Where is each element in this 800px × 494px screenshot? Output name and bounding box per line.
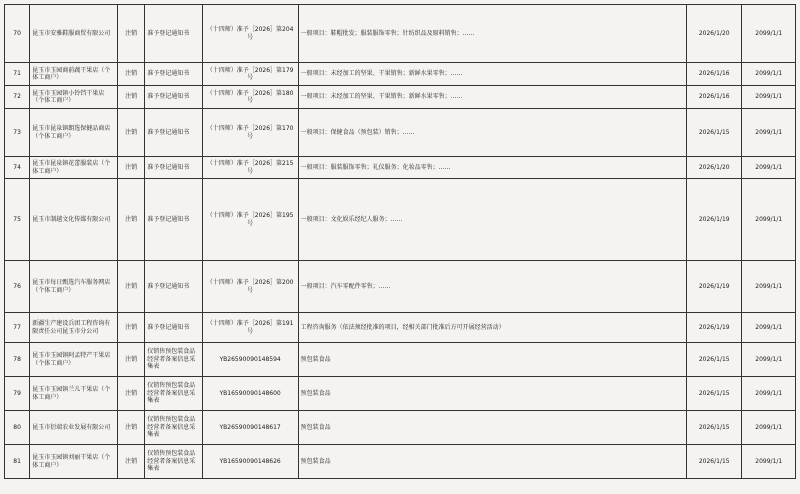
action-type: 注销 bbox=[117, 445, 144, 479]
business-scope: 一般项目：服装服饰零售；礼仪服务；化妆品零售；…… bbox=[298, 157, 686, 179]
record-table bbox=[4, 4, 796, 479]
action-date: 2026/1/20 bbox=[687, 5, 742, 63]
document-type: 仅销售预包装食品经营者备案信息采集表 bbox=[145, 343, 203, 377]
action-date: 2026/1/15 bbox=[687, 109, 742, 157]
entity-name: 昆玉市昆泉镇朗选保健品商店（个体工商户） bbox=[30, 109, 118, 157]
document-type: 仅销售预包装食品经营者备案信息采集表 bbox=[145, 445, 203, 479]
row-number: 73 bbox=[5, 109, 30, 157]
document-type: 准予登记通知书 bbox=[145, 86, 203, 109]
action-date: 2026/1/15 bbox=[687, 411, 742, 445]
row-number: 70 bbox=[5, 5, 30, 63]
valid-until: 2099/1/1 bbox=[742, 261, 796, 313]
action-type: 注销 bbox=[117, 109, 144, 157]
action-type: 注销 bbox=[117, 157, 144, 179]
document-type: 准予登记通知书 bbox=[145, 5, 203, 63]
business-scope: 预包装食品 bbox=[298, 377, 686, 411]
document-type: 准予登记通知书 bbox=[145, 179, 203, 261]
entity-name: 昆玉市衍端农业发展有限公司 bbox=[30, 411, 118, 445]
business-scope: 预包装食品 bbox=[298, 343, 686, 377]
document-type: 准予登记通知书 bbox=[145, 157, 203, 179]
table-row bbox=[5, 445, 796, 479]
valid-until: 2099/1/1 bbox=[742, 5, 796, 63]
document-number: （十四师）准予［2026］第191号 bbox=[202, 313, 298, 343]
business-scope: 预包装食品 bbox=[298, 445, 686, 479]
row-number: 75 bbox=[5, 179, 30, 261]
document-number: （十四师）准予［2026］第215号 bbox=[202, 157, 298, 179]
action-type: 注销 bbox=[117, 377, 144, 411]
valid-until: 2099/1/1 bbox=[742, 313, 796, 343]
table-row bbox=[5, 313, 796, 343]
entity-name: 昆玉市玉园镇阿孟特产干果店（个体工商户） bbox=[30, 343, 118, 377]
entity-name: 昆玉市昆泉镇花蕾服装店（个体工商户） bbox=[30, 157, 118, 179]
action-type: 注销 bbox=[117, 179, 144, 261]
business-scope: 一般项目：保健食品（预包装）销售；…… bbox=[298, 109, 686, 157]
document-number: YB26590090148617 bbox=[202, 411, 298, 445]
table-row bbox=[5, 377, 796, 411]
document-number: （十四师）准予［2026］第200号 bbox=[202, 261, 298, 313]
action-date: 2026/1/19 bbox=[687, 179, 742, 261]
entity-name: 昆玉市制越文化传媒有限公司 bbox=[30, 179, 118, 261]
action-date: 2026/1/15 bbox=[687, 377, 742, 411]
entity-name: 昆玉市玉园镇小铃铛干果店（个体工商户） bbox=[30, 86, 118, 109]
document-number: YB26590090148594 bbox=[202, 343, 298, 377]
entity-name: 新疆生产建设兵团工程咨询有限责任公司昆玉市分公司 bbox=[30, 313, 118, 343]
business-scope: 一般项目：汽车零配件零售；…… bbox=[298, 261, 686, 313]
action-date: 2026/1/19 bbox=[687, 261, 742, 313]
valid-until: 2099/1/1 bbox=[742, 377, 796, 411]
action-type: 注销 bbox=[117, 343, 144, 377]
row-number: 79 bbox=[5, 377, 30, 411]
row-number: 80 bbox=[5, 411, 30, 445]
valid-until: 2099/1/1 bbox=[742, 63, 796, 86]
table-row bbox=[5, 63, 796, 86]
business-scope: 一般项目：未经加工的坚果、干果销售；新鲜水果零售；…… bbox=[298, 86, 686, 109]
document-type: 仅销售预包装食品经营者备案信息采集表 bbox=[145, 377, 203, 411]
document-number: （十四师）准予［2026］第179号 bbox=[202, 63, 298, 86]
business-scope: 一般项目：未经加工的坚果、干果销售；新鲜水果零售；…… bbox=[298, 63, 686, 86]
action-date: 2026/1/16 bbox=[687, 86, 742, 109]
valid-until: 2099/1/1 bbox=[742, 157, 796, 179]
document-type: 准予登记通知书 bbox=[145, 261, 203, 313]
action-type: 注销 bbox=[117, 261, 144, 313]
entity-name: 昆玉市每日甄选汽车服务网店（个体工商户） bbox=[30, 261, 118, 313]
table-row bbox=[5, 157, 796, 179]
valid-until: 2099/1/1 bbox=[742, 445, 796, 479]
business-scope: 预包装食品 bbox=[298, 411, 686, 445]
document-number: （十四师）准予［2026］第195号 bbox=[202, 179, 298, 261]
entity-name: 昆玉市安雅鞋服商贸有限公司 bbox=[30, 5, 118, 63]
document-number: YB16590090148626 bbox=[202, 445, 298, 479]
document-type: 准予登记通知书 bbox=[145, 313, 203, 343]
action-type: 注销 bbox=[117, 86, 144, 109]
valid-until: 2099/1/1 bbox=[742, 109, 796, 157]
valid-until: 2099/1/1 bbox=[742, 411, 796, 445]
table-row bbox=[5, 343, 796, 377]
row-number: 71 bbox=[5, 63, 30, 86]
entity-name: 昆玉市玉园商前蔬干果店（个体工商户） bbox=[30, 63, 118, 86]
action-type: 注销 bbox=[117, 5, 144, 63]
entity-name: 昆玉市玉园镇刘丽干果店（个体工商户） bbox=[30, 445, 118, 479]
document-type: 仅销售预包装食品经营者备案信息采集表 bbox=[145, 411, 203, 445]
table-row bbox=[5, 86, 796, 109]
table-row bbox=[5, 5, 796, 63]
table-row bbox=[5, 179, 796, 261]
row-number: 78 bbox=[5, 343, 30, 377]
row-number: 74 bbox=[5, 157, 30, 179]
document-type: 准予登记通知书 bbox=[145, 109, 203, 157]
action-date: 2026/1/19 bbox=[687, 313, 742, 343]
table-row bbox=[5, 261, 796, 313]
business-scope: 工程咨询服务（依法须经批准的项目，经相关部门批准后方可开展经营活动） bbox=[298, 313, 686, 343]
action-type: 注销 bbox=[117, 411, 144, 445]
document-number: （十四师）准予［2026］第170号 bbox=[202, 109, 298, 157]
document-number: YB16590090148600 bbox=[202, 377, 298, 411]
business-scope: 一般项目：鞋帽批发；服装服饰零售；针纺织品及原料销售；…… bbox=[298, 5, 686, 63]
valid-until: 2099/1/1 bbox=[742, 343, 796, 377]
action-type: 注销 bbox=[117, 63, 144, 86]
document-number: （十四师）准予［2026］第180号 bbox=[202, 86, 298, 109]
table-row bbox=[5, 109, 796, 157]
row-number: 72 bbox=[5, 86, 30, 109]
action-date: 2026/1/15 bbox=[687, 445, 742, 479]
document-number: （十四师）准予［2026］第204号 bbox=[202, 5, 298, 63]
action-date: 2026/1/16 bbox=[687, 63, 742, 86]
action-type: 注销 bbox=[117, 313, 144, 343]
row-number: 76 bbox=[5, 261, 30, 313]
table-row bbox=[5, 411, 796, 445]
entity-name: 昆玉市玉园镇兰儿干果店（个体工商户） bbox=[30, 377, 118, 411]
valid-until: 2099/1/1 bbox=[742, 86, 796, 109]
action-date: 2026/1/15 bbox=[687, 343, 742, 377]
document-type: 准予登记通知书 bbox=[145, 63, 203, 86]
row-number: 77 bbox=[5, 313, 30, 343]
action-date: 2026/1/20 bbox=[687, 157, 742, 179]
row-number: 81 bbox=[5, 445, 30, 479]
valid-until: 2099/1/1 bbox=[742, 179, 796, 261]
business-scope: 一般项目：文化娱乐经纪人服务；…… bbox=[298, 179, 686, 261]
